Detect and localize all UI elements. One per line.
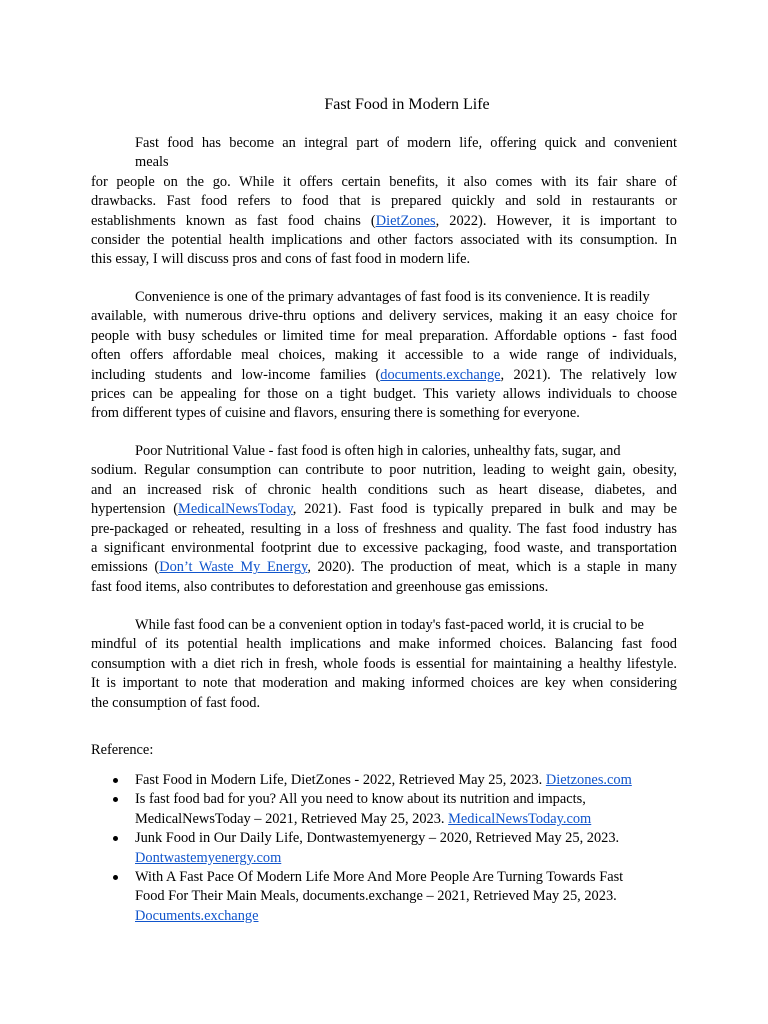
reference-link-dontwastemyenergy[interactable]: Dontwastemyenergy.com	[135, 849, 282, 866]
reference-heading: Reference:	[91, 742, 154, 758]
text-line: Junk Food in Our Daily Life, Dontwastemyenergy – 2020, Retrieved May 25, 2023.	[135, 830, 620, 847]
text-line: pre-packaged or reheated, resulting in a loss of freshness and quality. The fast food industry has	[91, 520, 677, 537]
text-segment: including students and low-income families (	[91, 366, 381, 383]
text-line: often offers affordable meal choices, making it accessible to a wide range of individuals,	[91, 347, 677, 364]
text-segment: , 2021). Fast food is typically prepared in bulk and may be	[292, 501, 677, 518]
text-line: Is fast food bad for you? All you need to know about its nutrition and impacts,	[135, 791, 586, 808]
citation-link-dietzones[interactable]: DietZones	[375, 212, 436, 229]
text-segment: emissions (	[91, 559, 160, 576]
text-line	[91, 500, 677, 519]
reference-text: Fast Food in Modern Life, DietZones - 2022, Retrieved May 25, 2023.	[135, 772, 546, 788]
text-line: people with busy schedules or limited time for meal preparation. Affordable options - fast food	[91, 327, 677, 344]
citation-link-documents-exchange[interactable]: documents.exchange	[380, 366, 501, 383]
paragraph-intro	[91, 134, 677, 270]
bullet-icon	[113, 836, 118, 841]
text-line: Convenience is one of the primary advantages of fast food is its convenience. It is readily	[135, 289, 650, 305]
text-line: for people on the go. While it offers certain benefits, it also comes with its fair share of	[91, 173, 677, 190]
reference-item	[91, 790, 691, 829]
text-line	[135, 849, 691, 868]
text-line	[135, 907, 691, 926]
reference-item	[91, 771, 691, 790]
text-line: Food For Their Main Meals, documents.exchange – 2021, Retrieved May 25, 2023.	[135, 888, 617, 905]
text-line: prices can be appealing for those on a tight budget. This variety allows individuals to choose	[91, 386, 677, 403]
text-line: consumption with a diet rich in fresh, whole foods is essential for maintaining a healthy lifestyle.	[91, 655, 677, 672]
citation-link-dont-waste-my-energy[interactable]: Don’t Waste My Energy	[159, 559, 308, 576]
text-line: the consumption of fast food.	[91, 694, 261, 711]
text-line: While fast food can be a convenient option in today's fast-paced world, it is crucial to be	[135, 617, 644, 633]
paragraph-cons	[91, 442, 677, 597]
reference-link-medicalnewstoday[interactable]: MedicalNewsToday.com	[448, 810, 592, 827]
text-line: With A Fast Pace Of Modern Life More And More People Are Turning Towards Fast	[135, 869, 624, 886]
bullet-icon	[113, 778, 118, 783]
reference-list	[91, 771, 691, 926]
text-line: a significant environmental footprint due to excessive packaging, food waste, and transportation	[91, 540, 677, 557]
text-segment: , 2021). The relatively low	[500, 366, 677, 383]
text-line: consider the potential health implications and other factors associated with its consumption. In	[91, 232, 677, 249]
text-line: and an increased risk of chronic health conditions such as heart disease, diabetes, and	[91, 481, 677, 498]
reference-link-documents-exchange[interactable]: Documents.exchange	[135, 907, 259, 924]
paragraph-pros	[91, 288, 677, 424]
text-line: this essay, I will discuss pros and cons of fast food in modern life.	[91, 251, 471, 268]
text-line: available, with numerous drive-thru options and delivery services, making it an easy choice for	[91, 308, 677, 325]
text-line: fast food items, also contributes to deforestation and greenhouse gas emissions.	[91, 578, 549, 595]
reference-link-dietzones[interactable]: Dietzones.com	[545, 772, 632, 788]
text-line	[91, 366, 677, 385]
reference-item	[91, 829, 691, 868]
citation-link-medicalnewstoday[interactable]: MedicalNewsToday	[178, 501, 293, 518]
text-line: from different types of cuisine and flavors, ensuring there is something for everyone.	[91, 405, 580, 422]
text-segment: , 2020). The production of meat, which is a staple in many	[307, 559, 677, 576]
text-line: Fast food has become an integral part of modern life, offering quick and convenient	[135, 135, 677, 151]
text-line	[91, 212, 677, 231]
reference-text: MedicalNewsToday – 2021, Retrieved May 25, 2023.	[135, 810, 449, 827]
text-line: sodium. Regular consumption can contribute to poor nutrition, leading to weight gain, obesity,	[91, 462, 677, 479]
text-line	[135, 771, 691, 790]
text-segment: hypertension (	[91, 501, 179, 518]
text-line	[135, 810, 691, 829]
text-line	[91, 558, 677, 577]
paragraph-conclusion	[91, 616, 677, 713]
bullet-icon	[113, 875, 118, 880]
text-line: drawbacks. Fast food refers to food that is prepared quickly and sold in restaurants or	[91, 193, 677, 210]
text-line: mindful of its potential health implications and make informed choices. Balancing fast food	[91, 636, 677, 653]
text-line: It is important to note that moderation and making informed choices are key when considering	[91, 675, 677, 692]
text-segment: , 2022). However, it is important to	[435, 212, 677, 229]
text-line: meals	[135, 154, 169, 171]
bullet-icon	[113, 797, 118, 802]
text-line: Poor Nutritional Value - fast food is often high in calories, unhealthy fats, sugar, and	[135, 443, 621, 459]
page-title: Fast Food in Modern Life	[324, 96, 490, 113]
reference-item	[91, 868, 691, 926]
text-segment: establishments known as fast food chains (	[91, 212, 376, 229]
